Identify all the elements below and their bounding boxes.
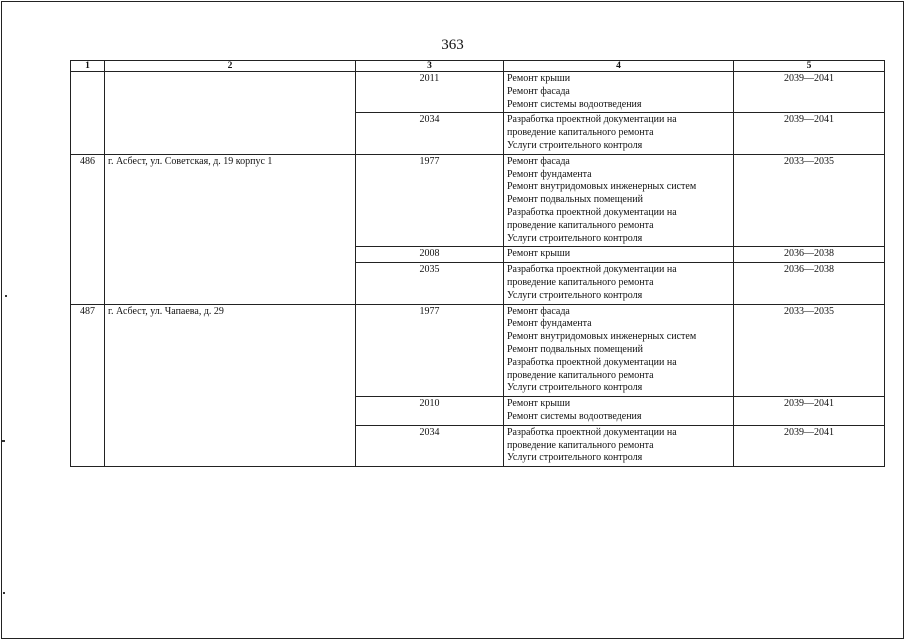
building-number	[71, 72, 105, 155]
work-item: Разработка проектной документации на	[507, 426, 677, 438]
work-types	[504, 113, 734, 154]
work-item: Услуги строительного контроля	[507, 232, 643, 244]
repair-year: 2034	[356, 113, 504, 154]
repair-year: 2034	[356, 425, 504, 466]
table-body	[71, 72, 885, 467]
column-header: 4	[504, 61, 734, 72]
work-item: Услуги строительного контроля	[507, 139, 643, 151]
building-address: г. Асбест, ул. Советская, д. 19 корпус 1	[105, 154, 356, 304]
column-header: 2	[105, 61, 356, 72]
repair-year: 2011	[356, 72, 504, 113]
work-item: Услуги строительного контроля	[507, 382, 643, 394]
scan-mark	[5, 295, 7, 297]
capital-repair-table	[70, 60, 885, 467]
building-number: 487	[71, 304, 105, 467]
work-item: Услуги строительного контроля	[507, 452, 643, 464]
work-types	[504, 154, 734, 247]
work-item: Разработка проектной документации на	[507, 206, 677, 218]
work-types	[504, 72, 734, 113]
work-item: Разработка проектной документации на	[507, 264, 677, 276]
work-item: Ремонт внутридомовых инженерных систем	[507, 181, 697, 193]
repair-year: 2035	[356, 263, 504, 304]
planned-period: 2039—2041	[734, 113, 885, 154]
work-item: Ремонт подвальных помещений	[507, 343, 643, 355]
work-item: проведение капитального ремонта	[507, 276, 654, 288]
planned-period: 2033—2035	[734, 154, 885, 247]
work-item: Ремонт крыши	[507, 248, 571, 260]
work-types	[504, 263, 734, 304]
table-row	[71, 154, 885, 247]
planned-period: 2033—2035	[734, 304, 885, 397]
repair-year: 2010	[356, 397, 504, 426]
work-item: Разработка проектной документации на	[507, 114, 677, 126]
work-item: Ремонт внутридомовых инженерных систем	[507, 331, 697, 343]
column-header: 3	[356, 61, 504, 72]
table-row	[71, 304, 885, 397]
work-item: Ремонт фундамента	[507, 318, 592, 330]
column-number-row	[71, 61, 885, 72]
work-types	[504, 304, 734, 397]
building-address: г. Асбест, ул. Чапаева, д. 29	[105, 304, 356, 467]
page-number: 363	[441, 37, 464, 53]
work-item: Ремонт крыши	[507, 398, 571, 410]
work-item: Ремонт фасада	[507, 85, 570, 97]
work-types	[504, 425, 734, 466]
work-item: Ремонт подвальных помещений	[507, 194, 643, 206]
work-types	[504, 397, 734, 426]
scan-mark	[2, 440, 5, 442]
work-types	[504, 247, 734, 263]
work-item: проведение капитального ремонта	[507, 219, 654, 231]
work-item: Ремонт фасада	[507, 305, 570, 317]
work-item: проведение капитального ремонта	[507, 369, 654, 381]
scan-mark	[3, 592, 5, 594]
work-item: проведение капитального ремонта	[507, 439, 654, 451]
table-row	[71, 72, 885, 113]
repair-year: 1977	[356, 304, 504, 397]
repair-year: 1977	[356, 154, 504, 247]
planned-period: 2036—2038	[734, 247, 885, 263]
planned-period: 2036—2038	[734, 263, 885, 304]
building-address	[105, 72, 356, 155]
work-item: Услуги строительного контроля	[507, 289, 643, 301]
work-item: Ремонт системы водоотведения	[507, 98, 642, 110]
column-header: 5	[734, 61, 885, 72]
planned-period: 2039—2041	[734, 72, 885, 113]
work-item: Ремонт фундамента	[507, 168, 592, 180]
building-number: 486	[71, 154, 105, 304]
work-item: Ремонт фасада	[507, 155, 570, 167]
work-item: Ремонт крыши	[507, 73, 571, 84]
column-header: 1	[71, 61, 105, 72]
planned-period: 2039—2041	[734, 397, 885, 426]
work-item: Ремонт системы водоотведения	[507, 410, 642, 422]
work-item: проведение капитального ремонта	[507, 127, 654, 139]
work-item: Разработка проектной документации на	[507, 356, 677, 368]
planned-period: 2039—2041	[734, 425, 885, 466]
repair-year: 2008	[356, 247, 504, 263]
